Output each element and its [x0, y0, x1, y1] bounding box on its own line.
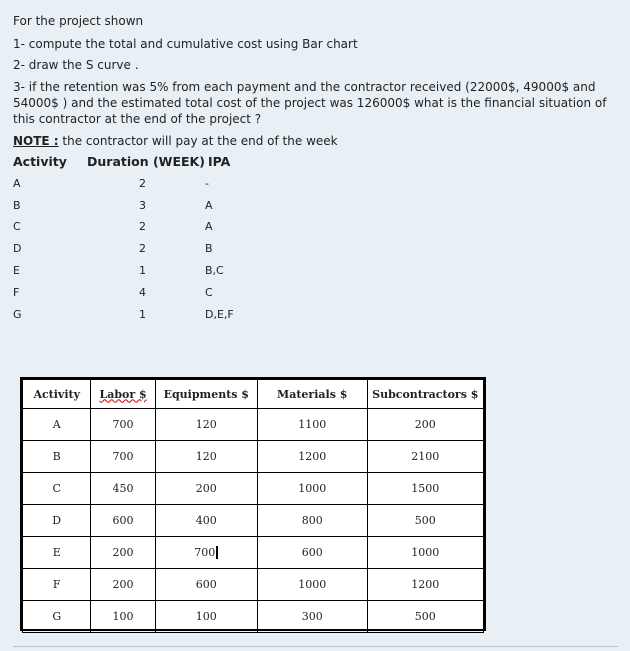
- cell-equipment: 100: [155, 601, 257, 633]
- cell-equipment: [155, 537, 257, 569]
- schedule-ipa: A: [205, 199, 213, 212]
- schedule-ipa: -: [205, 177, 209, 190]
- table-row: [23, 537, 484, 569]
- schedule-duration: 2: [139, 177, 146, 190]
- cell-equipment: 400: [155, 505, 257, 537]
- schedule-header-ipa: IPA: [208, 154, 231, 169]
- schedule-ipa: C: [205, 286, 213, 299]
- schedule-activity: D: [13, 242, 22, 255]
- cell-subcontractors: 500: [367, 601, 483, 633]
- cost-table-header-row: [23, 380, 484, 409]
- cell-subcontractors: 2100: [367, 441, 483, 473]
- cell-equipment: 120: [155, 409, 257, 441]
- cell-materials: 600: [257, 537, 367, 569]
- cell-activity: F: [23, 569, 91, 601]
- schedule-duration: 2: [139, 220, 146, 233]
- cell-activity: C: [23, 473, 91, 505]
- header-subcontractors: Subcontractors $: [367, 380, 483, 409]
- table-row: [23, 601, 484, 633]
- cell-activity: G: [23, 601, 91, 633]
- cell-materials: 300: [257, 601, 367, 633]
- cell-materials: 1100: [257, 409, 367, 441]
- cell-activity: D: [23, 505, 91, 537]
- question-line-2: 1- compute the total and cumulative cost using Bar chart: [13, 37, 358, 51]
- note: [13, 133, 338, 149]
- cell-labor: 100: [91, 601, 155, 633]
- schedule-activity: B: [13, 199, 21, 212]
- cell-equipment: 200: [155, 473, 257, 505]
- cell-materials: 1200: [257, 441, 367, 473]
- table-row: [23, 569, 484, 601]
- schedule-duration: 3: [139, 199, 146, 212]
- schedule-ipa: B: [205, 242, 213, 255]
- schedule-duration: 2: [139, 242, 146, 255]
- divider: [13, 646, 618, 647]
- cell-subcontractors: 200: [367, 409, 483, 441]
- schedule-duration: 1: [139, 264, 146, 277]
- schedule-header-duration: Duration (WEEK): [87, 154, 205, 169]
- cell-subcontractors: 500: [367, 505, 483, 537]
- schedule-activity: F: [13, 286, 20, 299]
- cell-activity: B: [23, 441, 91, 473]
- cell-labor: 600: [91, 505, 155, 537]
- cell-equipment: 120: [155, 441, 257, 473]
- question-line-1: For the project shown: [13, 14, 144, 28]
- schedule-ipa: A: [205, 220, 213, 233]
- cell-subcontractors: 1500: [367, 473, 483, 505]
- cell-activity: E: [23, 537, 91, 569]
- header-labor: Labor $: [91, 380, 155, 409]
- cell-labor: 450: [91, 473, 155, 505]
- header-materials: Materials $: [257, 380, 367, 409]
- schedule-ipa: B,C: [205, 264, 224, 277]
- cell-labor: 200: [91, 537, 155, 569]
- text-cursor-value: 700: [194, 546, 218, 559]
- cell-materials: 1000: [257, 473, 367, 505]
- cell-materials: 800: [257, 505, 367, 537]
- cell-equipment: 600: [155, 569, 257, 601]
- question-line-4: 3- if the retention was 5% from each payment and the contractor received (22000$, 49000$ and 54000$ ) and the estimated total cost of the project was 126000$ what is the financial situation of this contractor at the end of the project ?: [13, 80, 607, 126]
- cell-subcontractors: 1200: [367, 569, 483, 601]
- schedule-duration: 1: [139, 308, 146, 321]
- cell-activity: A: [23, 409, 91, 441]
- schedule-activity: C: [13, 220, 21, 233]
- table-row: [23, 441, 484, 473]
- table-row: [23, 409, 484, 441]
- cell-materials: 1000: [257, 569, 367, 601]
- schedule-activity: G: [13, 308, 22, 321]
- header-activity: Activity: [23, 380, 91, 409]
- header-equipment: Equipments $: [155, 380, 257, 409]
- cell-labor: 700: [91, 409, 155, 441]
- schedule-activity: E: [13, 264, 20, 277]
- schedule-activity: A: [13, 177, 21, 190]
- cell-labor: 700: [91, 441, 155, 473]
- question-line-3: 2- draw the S curve .: [13, 58, 139, 72]
- table-row: [23, 473, 484, 505]
- schedule-ipa: D,E,F: [205, 308, 234, 321]
- cell-subcontractors: 1000: [367, 537, 483, 569]
- note-text: the contractor will pay at the end of the week: [58, 134, 338, 148]
- cell-labor: 200: [91, 569, 155, 601]
- note-label: NOTE :: [13, 134, 59, 148]
- schedule-header-activity: Activity: [13, 154, 67, 169]
- table-row: [23, 505, 484, 537]
- cost-table: [22, 379, 484, 633]
- schedule-duration: 4: [139, 286, 146, 299]
- cost-table-image: [20, 377, 486, 631]
